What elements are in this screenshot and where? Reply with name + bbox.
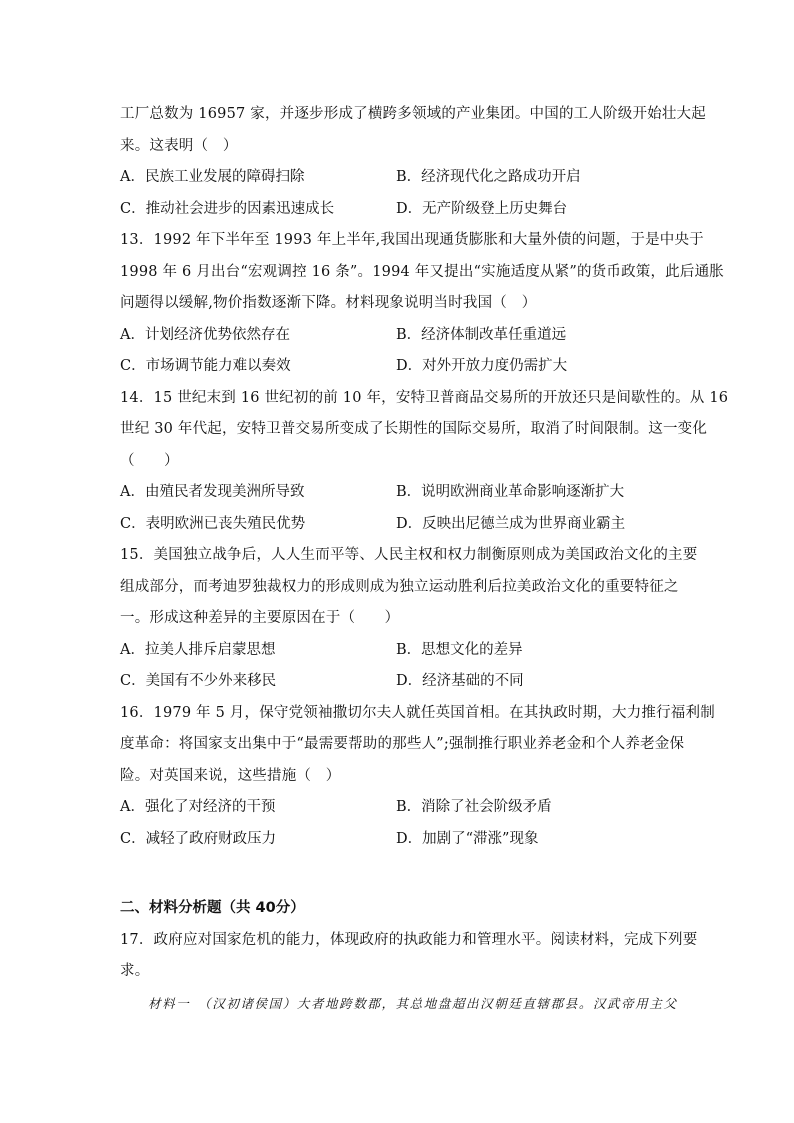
question-14 (120, 383, 729, 541)
question-text-line: （ ） (120, 452, 179, 469)
option-row (120, 824, 676, 856)
question-text-line: 16．1979 年 5 月，保守党领袖撒切尔夫人就任英国首相。在其执政时期，大力推行福利制 (120, 704, 715, 721)
option-c: C．美国有不少外来移民 (120, 673, 277, 689)
option-d: D．加剧了“滞涨”现象 (396, 830, 539, 847)
question-12 (120, 99, 706, 225)
question-13 (120, 225, 724, 383)
option-d: D．经济基础的不同 (396, 673, 524, 689)
question-text-line: 问题得以缓解,物价指数逐渐下降。材料现象说明当时我国（ ） (120, 295, 537, 311)
option-row (120, 477, 676, 509)
option-row (120, 351, 676, 383)
material-text-line: 材料一 （汉初诸侯国）大者地跨数郡，其总地盘超出汉朝廷直辖郡县。汉武帝用主父 (148, 995, 678, 1011)
option-b: B．思想文化的差异 (396, 641, 523, 658)
option-a: A．由殖民者发现美洲所导致 (120, 484, 305, 500)
section-gap (120, 855, 676, 893)
option-row (120, 666, 676, 698)
option-d: D．反映出尼德兰成为世界商业霸主 (396, 515, 626, 532)
option-b: B．经济现代化之路成功开启 (396, 169, 581, 185)
option-b: B．经济体制改革任重道远 (396, 326, 567, 343)
option-c: C．推动社会进步的因素迅速成长 (120, 200, 335, 217)
question-text-line: 13．1992 年下半年至 1993 年上半年,我国出现通货膨胀和大量外债的问题，于是中央于 (120, 232, 704, 248)
option-d: D．无产阶级登上历史舞台 (396, 200, 568, 217)
option-c: C．表明欧洲已丧失殖民优势 (120, 515, 306, 532)
question-text-line: 险。对英国来说，这些措施（ ） (120, 767, 341, 784)
section-title: 二、材料分析题（共 40分） (120, 900, 305, 916)
question-15 (120, 540, 698, 698)
option-d: D．对外开放力度仍需扩大 (396, 358, 568, 374)
question-text-line: 1998 年 6 月出台“宏观调控 16 条”。1994 年又提出“实施适度从紧”的货币政策，此后通胀 (120, 263, 724, 280)
option-a: A．民族工业发展的障碍扫除 (120, 169, 305, 185)
option-b: B．消除了社会阶级矛盾 (396, 799, 552, 815)
option-a: A．计划经济优势依然存在 (120, 326, 290, 343)
question-text-line: 17．政府应对国家危机的能力，体现政府的执政能力和管理水平。阅读材料，完成下列要 (120, 931, 698, 948)
option-row (120, 194, 676, 226)
question-text-line: 15．美国独立战争后，人人生而平等、人民主权和权力制衡原则成为美国政治文化的主要 (120, 547, 698, 563)
question-text-line: 一。形成这种差异的主要原因在于（ ） (120, 610, 400, 626)
option-a: A．强化了对经济的干预 (120, 799, 276, 815)
question-text-line: 世纪 30 年代起，安特卫普交易所变成了长期性的国际交易所，取消了时间限制。这一变化 (120, 421, 708, 437)
option-b: B．说明欧洲商业革命影响逐渐扩大 (396, 484, 625, 500)
option-c: C．市场调节能力难以奏效 (120, 358, 291, 374)
option-row (120, 792, 676, 824)
option-row (120, 509, 676, 541)
option-c: C．减轻了政府财政压力 (120, 830, 277, 847)
question-text-line: 度革命：将国家支出集中于“最需要帮助的那些人”;强制推行职业养老金和个人养老金保 (120, 736, 685, 752)
question-text-line: 来。这表明（ ） (120, 137, 238, 154)
option-row (120, 320, 676, 352)
section-2 (120, 893, 698, 1019)
option-row (120, 635, 676, 667)
page-content (120, 99, 729, 1019)
question-text-line: 工厂总数为 16957 家，并逐步形成了横跨多领域的产业集团。中国的工人阶级开始壮大起 (120, 106, 706, 122)
question-text-line: 求。 (120, 963, 150, 979)
question-text-line: 14．15 世纪末到 16 世纪初的前 10 年，安特卫普商品交易所的开放还只是间歇性的。从 16 (120, 389, 729, 406)
option-a: A．拉美人排斥启蒙思想 (120, 641, 276, 658)
option-row (120, 162, 676, 194)
question-16 (120, 698, 715, 856)
question-text-line: 组成部分，而考迪罗独裁权力的形成则成为独立运动胜利后拉美政治文化的重要特征之 (120, 578, 679, 595)
